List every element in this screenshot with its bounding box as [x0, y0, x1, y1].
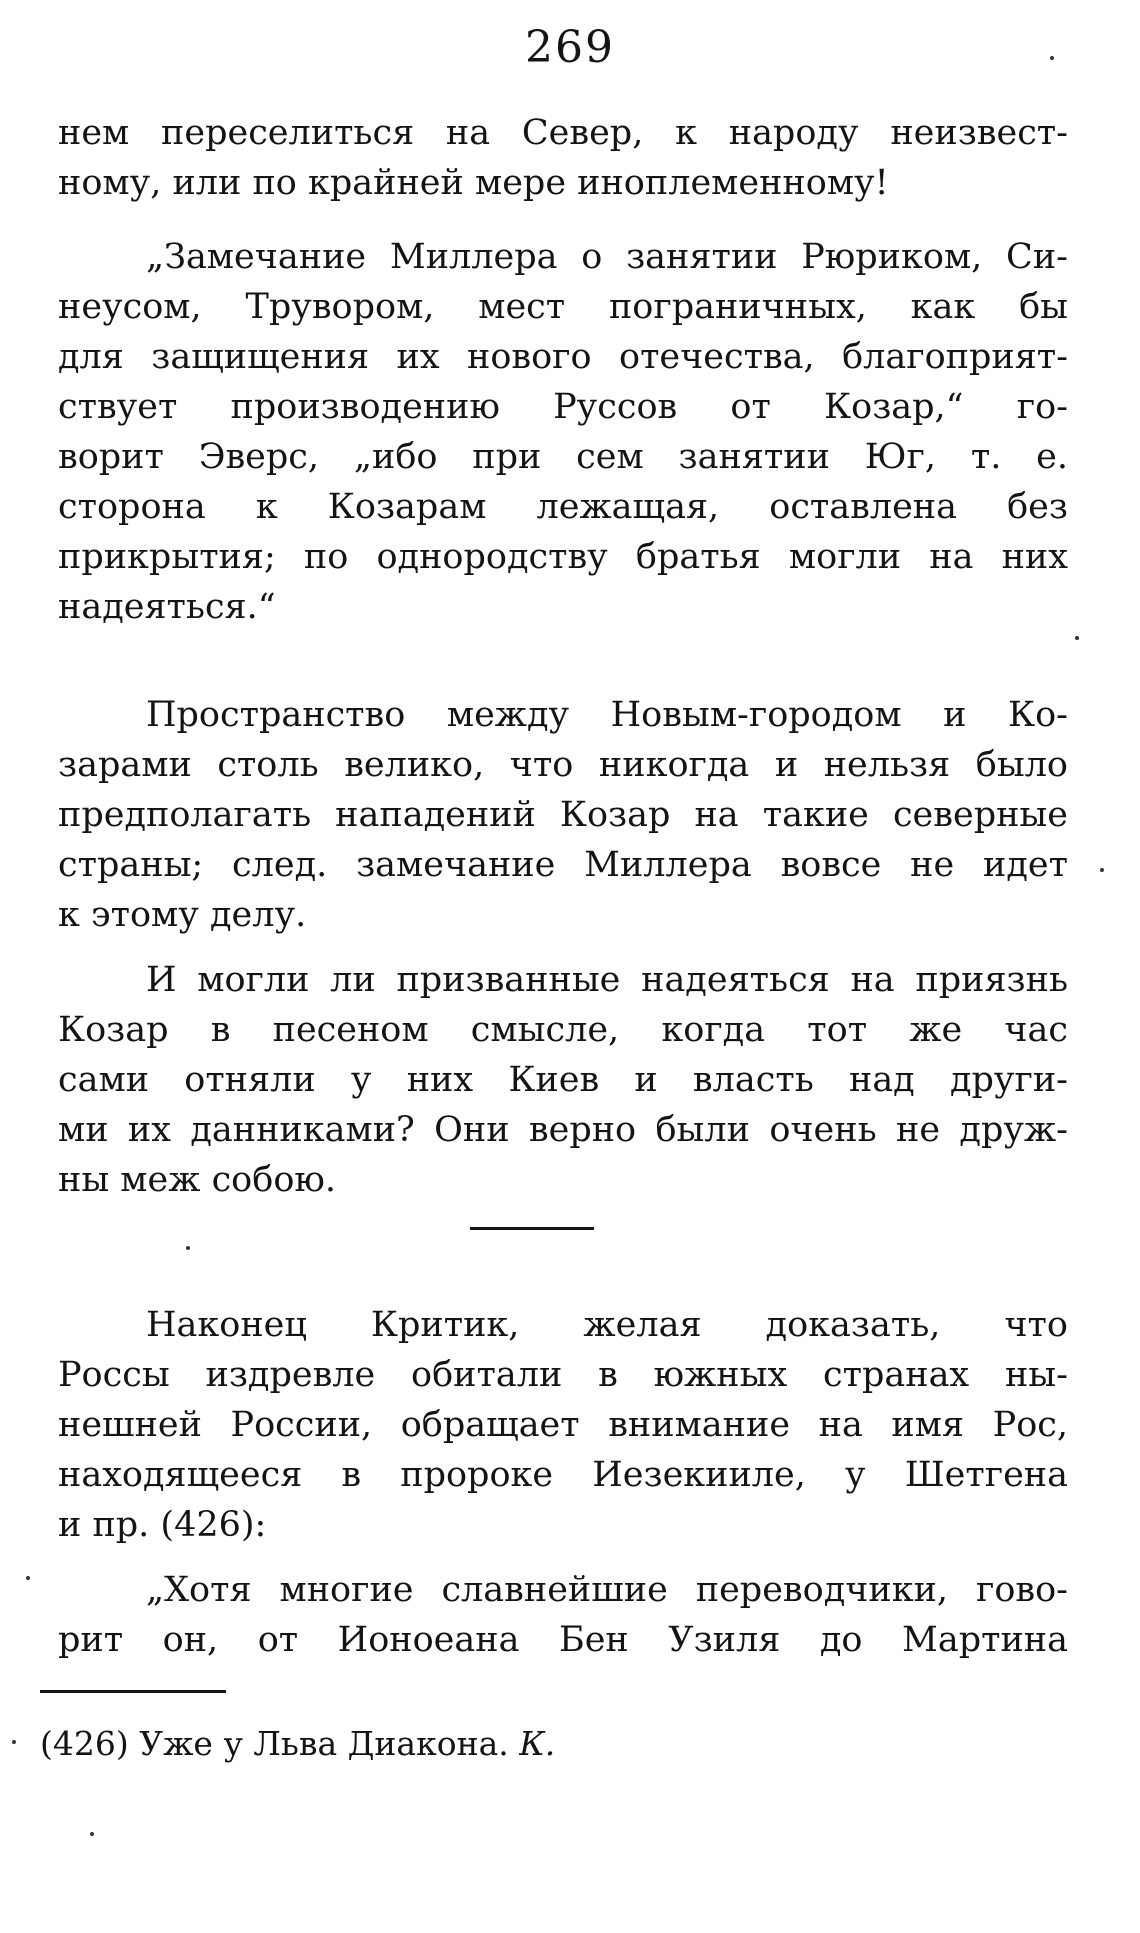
section-separator — [470, 1227, 594, 1230]
text-line: ворит Эверс, „ибо при сем занятии Юг, т. е. — [58, 437, 1068, 477]
paragraph-4 — [58, 955, 1068, 1205]
text-line: ны меж собою. — [58, 1160, 336, 1200]
text-line: сторона к Козарам лежащая, оставлена без — [58, 487, 1068, 527]
text-line: нем переселиться на Север, к народу неизвест- — [58, 113, 1068, 153]
text-line: страны; след. замечание Миллера вовсе не идет — [58, 845, 1068, 885]
footnote-text: (426) Уже у Льва Диакона. — [40, 1724, 509, 1763]
text-line: сами отняли у них Киев и власть над други- — [58, 1060, 1068, 1100]
paragraph-2 — [58, 232, 1068, 632]
text-line: „Хотя многие славнейшие переводчики, гово- — [146, 1570, 1068, 1610]
text-line: предполагать нападений Козар на такие северные — [58, 795, 1068, 835]
text-line: неусом, Трувором, мест пограничных, как бы — [58, 287, 1068, 327]
paragraph-5 — [58, 1300, 1068, 1550]
paragraph-3 — [58, 690, 1068, 940]
text-line: рит он, от Ионоеана Бен Узиля до Мартина — [58, 1620, 1068, 1660]
footnote — [40, 1720, 555, 1768]
text-line: для защищения их нового отечества, благоприят- — [58, 337, 1068, 377]
scan-speck — [1050, 56, 1054, 60]
scan-speck — [90, 1832, 94, 1836]
text-line: Пространство между Новым-городом и Ко- — [146, 695, 1068, 735]
text-line: нешней России, обращает внимание на имя Рос, — [58, 1405, 1068, 1445]
text-line: Козар в песеном смысле, когда тот же час — [58, 1010, 1068, 1050]
scan-speck — [1075, 636, 1079, 640]
paragraph-6 — [58, 1565, 1068, 1665]
text-line: Россы издревле обитали в южных странах ны- — [58, 1355, 1068, 1395]
text-line: ному, или по крайней мере иноплеменному! — [58, 163, 889, 203]
page-number: 269 — [525, 22, 615, 73]
text-line: зарами столь велико, что никогда и нельзя было — [58, 745, 1068, 785]
text-line: к этому делу. — [58, 895, 307, 935]
text-line: ствует производению Руссов от Козар,“ го- — [58, 387, 1068, 427]
scan-speck — [12, 1740, 16, 1744]
scan-speck — [186, 1246, 190, 1250]
scan-speck — [1100, 868, 1104, 872]
text-line: надеяться.“ — [58, 587, 276, 627]
text-line: прикрытия; по однородству братья могли на них — [58, 537, 1068, 577]
scan-speck — [26, 1576, 30, 1580]
text-line: и пр. (426): — [58, 1505, 267, 1545]
text-line: И могли ли призванные надеяться на приязнь — [146, 960, 1068, 1000]
text-line: Наконец Критик, желая доказать, что — [146, 1305, 1068, 1345]
footnote-signature: К. — [519, 1724, 556, 1763]
paragraph-1 — [58, 108, 1068, 208]
text-line: „Замечание Миллера о занятии Рюриком, Си- — [146, 237, 1068, 277]
footnote-rule — [40, 1690, 226, 1693]
text-line: находящееся в пророке Иезекииле, у Шетгена — [58, 1455, 1068, 1495]
text-line: ми их данниками? Они верно были очень не друж- — [58, 1110, 1068, 1150]
